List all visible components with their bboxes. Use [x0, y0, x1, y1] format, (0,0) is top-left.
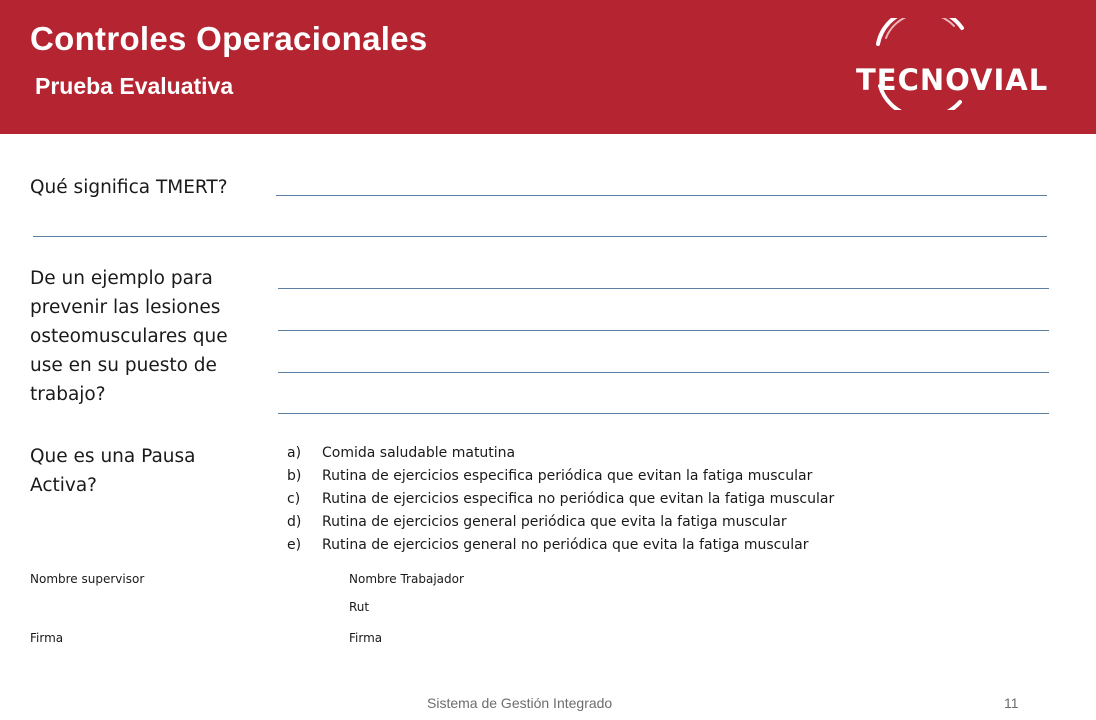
option-a[interactable]	[287, 442, 834, 465]
footer-system-name: Sistema de Gestión Integrado	[427, 695, 613, 711]
option-text: Rutina de ejercicios especifica no periódica que evitan la fatiga muscular	[322, 491, 835, 507]
answer-line-tmert-2[interactable]	[33, 236, 1047, 237]
header-banner	[0, 0, 1096, 134]
page-number: 11	[1004, 695, 1019, 711]
worker-signature-label: Firma	[349, 631, 383, 645]
option-text: Comida saludable matutina	[322, 445, 516, 461]
option-text: Rutina de ejercicios general periódica que evita la fatiga muscular	[322, 514, 787, 530]
answer-line-prevention-1[interactable]	[278, 288, 1049, 289]
option-e[interactable]	[287, 534, 834, 557]
supervisor-name-label: Nombre supervisor	[30, 572, 145, 586]
rut-label: Rut	[349, 600, 370, 614]
answer-options-list	[287, 442, 834, 557]
question-active-pause: Que es una Pausa Activa?	[30, 446, 196, 496]
option-letter: e)	[287, 537, 302, 553]
option-letter: c)	[287, 491, 301, 507]
answer-line-prevention-4[interactable]	[278, 413, 1049, 414]
worker-name-label: Nombre Trabajador	[349, 572, 464, 586]
option-text: Rutina de ejercicios especifica periódica que evitan la fatiga muscular	[322, 468, 813, 484]
question-tmert: Qué significa TMERT?	[30, 177, 228, 198]
answer-line-tmert-1[interactable]	[276, 195, 1047, 196]
answer-line-prevention-3[interactable]	[278, 372, 1049, 373]
option-b[interactable]	[287, 465, 834, 488]
option-letter: b)	[287, 468, 302, 484]
answer-line-prevention-2[interactable]	[278, 330, 1049, 331]
option-d[interactable]	[287, 511, 834, 534]
page-title: Controles Operacionales	[30, 20, 428, 57]
option-c[interactable]	[287, 488, 834, 511]
page-subtitle: Prueba Evaluativa	[35, 73, 234, 99]
option-letter: a)	[287, 445, 302, 461]
supervisor-signature-label: Firma	[30, 631, 64, 645]
tecnovial-logo	[850, 18, 1070, 110]
question-prevention-example: De un ejemplo para prevenir las lesiones osteomusculares que use en su puesto de trabajo?	[30, 268, 228, 405]
option-letter: d)	[287, 514, 302, 530]
option-text: Rutina de ejercicios general no periódica que evita la fatiga muscular	[322, 537, 809, 553]
logo-text: TECNOVIAL	[856, 63, 1049, 97]
